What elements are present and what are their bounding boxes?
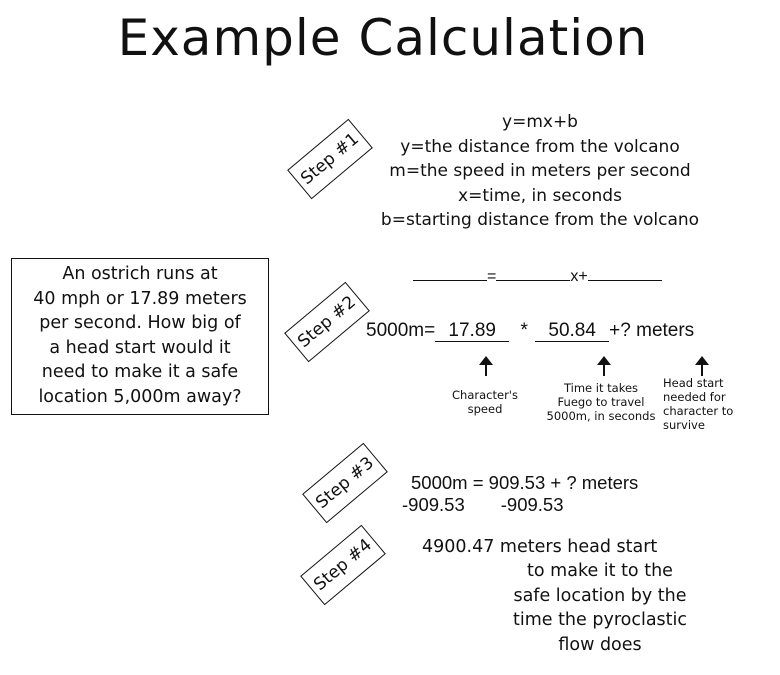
answer-line: flow does — [558, 634, 642, 655]
problem-line: per second. How big of — [39, 313, 241, 333]
step-4-answer-first — [422, 535, 657, 560]
annotation-line: survive — [663, 418, 705, 432]
speed-value: 17.89 — [435, 321, 509, 342]
blank-b — [588, 262, 662, 281]
blank-m — [496, 262, 570, 281]
step-3-badge — [302, 443, 388, 524]
definition-m: m=the speed in meters per second — [389, 161, 691, 181]
problem-line: 40 mph or 17.89 meters — [33, 288, 247, 309]
annotation-line: character to — [663, 404, 734, 418]
annotation-head-start — [663, 376, 753, 432]
step-3-label: Step #3 — [312, 453, 378, 513]
subtract-left: -909.53 — [402, 494, 465, 515]
arrow-up-icon — [485, 358, 487, 376]
answer-line: time the pyroclastic — [512, 610, 688, 630]
equation-lhs: 5000m= — [366, 320, 436, 341]
arrow-up-icon — [603, 358, 605, 376]
subtract-right: -909.53 — [500, 494, 564, 515]
annotation-line: speed — [467, 402, 503, 416]
step-1-definitions — [355, 110, 725, 233]
annotation-line: Time it takes — [563, 381, 639, 395]
step-3-line-1: 5000m = 909.53 + ? meters — [411, 472, 639, 493]
definition-y: y=the distance from the volcano — [400, 136, 680, 157]
definition-b: b=starting distance from the volcano — [380, 210, 700, 230]
step-1-label: Step #1 — [297, 129, 363, 189]
step-2-label: Step #2 — [294, 292, 360, 352]
answer-line: safe location by the — [513, 585, 687, 606]
step-4-answer-rest — [495, 559, 705, 657]
problem-line: location 5,000m away? — [38, 386, 242, 407]
answer-line: 4900.47 meters head start — [422, 537, 658, 557]
answer-line: to make it to the — [527, 561, 673, 581]
step-3-subtraction — [411, 472, 638, 494]
annotation-speed — [440, 388, 530, 416]
problem-line: a head start would it — [49, 337, 231, 358]
equation-line: y=mx+b — [502, 112, 578, 132]
equation-rhs: +? meters — [609, 320, 695, 341]
page-title: Example Calculation — [117, 9, 649, 67]
annotation-time — [541, 381, 661, 423]
multiply-sign: * — [520, 320, 528, 341]
blank-y — [413, 262, 487, 281]
problem-statement-box — [11, 258, 269, 415]
step-2-badge — [284, 282, 370, 363]
filled-equation — [366, 320, 694, 342]
annotation-line: Fuego to travel — [557, 395, 645, 409]
equals-sign: = — [487, 268, 497, 285]
step-3-line-2 — [402, 494, 564, 516]
step-4-badge — [300, 525, 386, 606]
time-value: 50.84 — [535, 321, 609, 342]
problem-line: An ostrich runs at — [62, 264, 218, 284]
annotation-line: 5000m, in seconds — [546, 409, 656, 423]
step-4-label: Step #4 — [310, 535, 376, 595]
annotation-line: Character's — [452, 388, 518, 402]
arrow-up-icon — [701, 358, 703, 376]
x-plus: x+ — [570, 268, 588, 285]
annotation-line: needed for — [663, 390, 726, 404]
definition-x: x=time, in seconds — [458, 185, 622, 206]
blank-equation-template — [413, 262, 662, 286]
problem-line: need to make it a safe — [41, 362, 239, 382]
annotation-line: Head start — [663, 376, 724, 390]
